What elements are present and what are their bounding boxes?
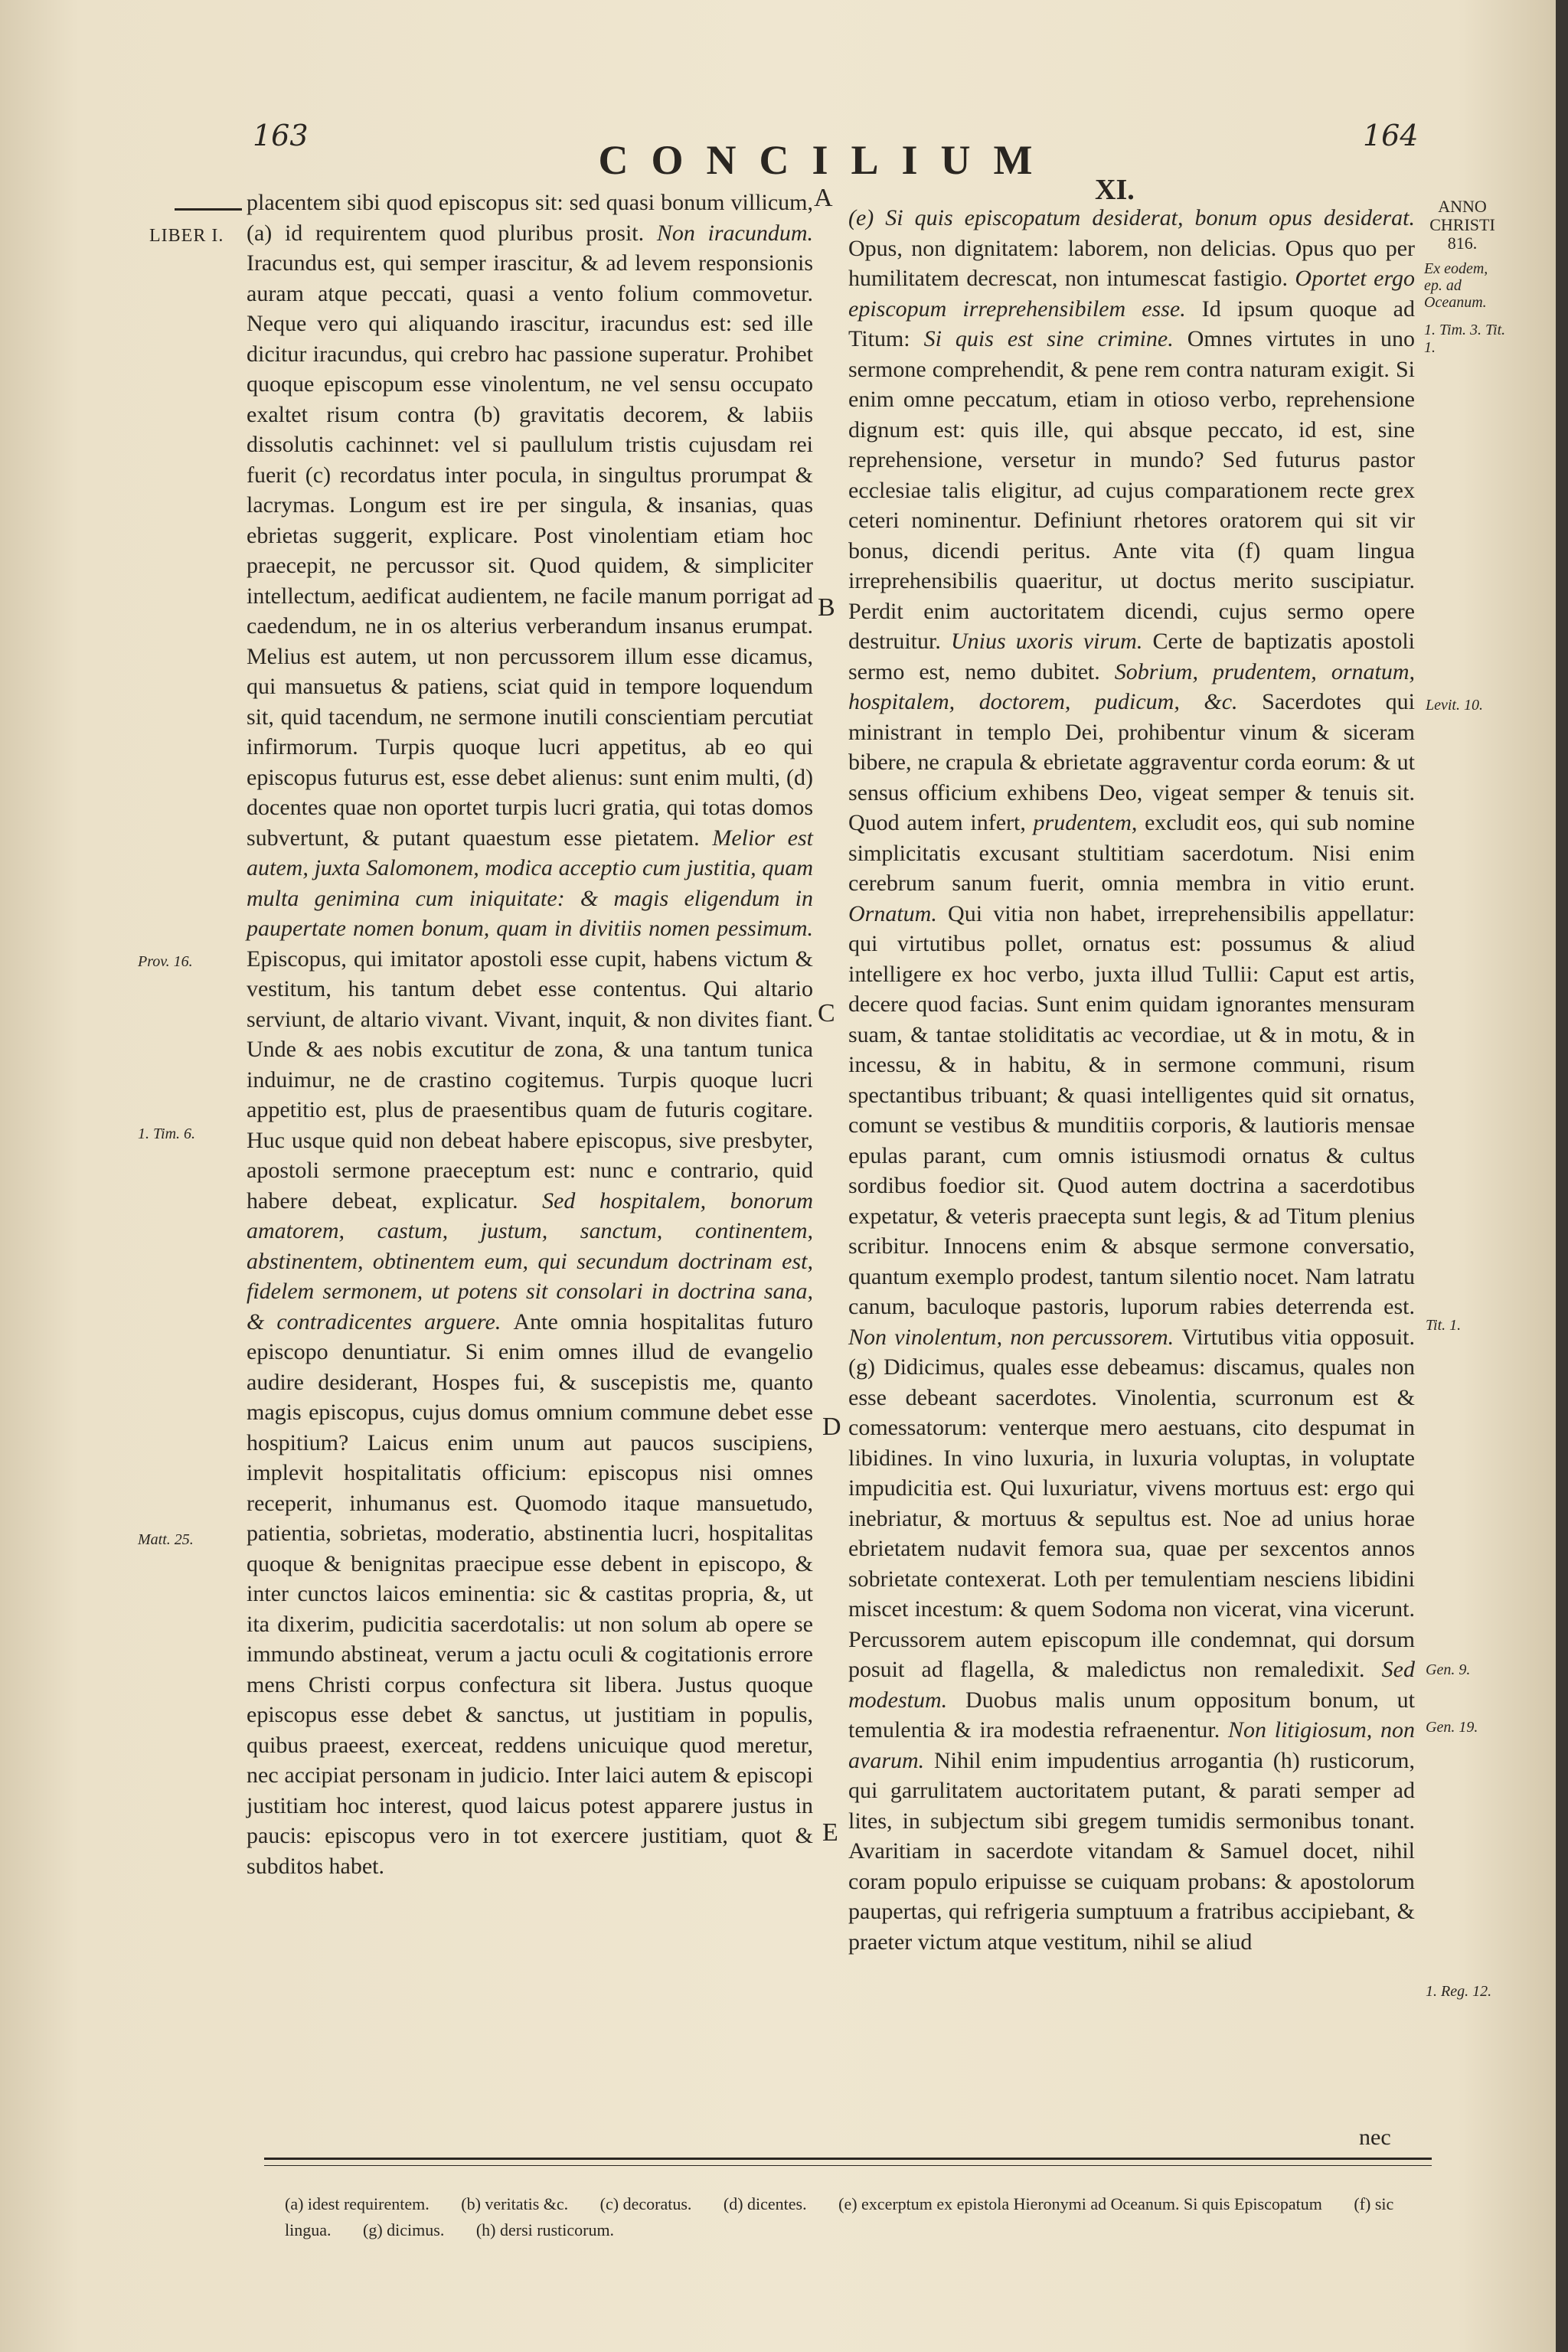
margin-source: Ex eodem, ep. ad Oceanum. [1424, 260, 1488, 311]
catchword: nec [1359, 2125, 1391, 2150]
right-text-5: Sacerdotes qui ministrant in templo Dei, prohibentur vinum & siceram bibere, ne crapula & ebrietate aggraventur corda eorum: & ut sensus officium exhibens Deo, vigeat semper & tenuis sit. Quod autem infert, [848, 689, 1415, 835]
section-marker-b: B [818, 593, 835, 622]
left-text-3: Episcopus, qui imitator apostoli esse cupit, habens victum & vestitum, his tantum debet esse contentus. [247, 946, 813, 1001]
footnotes [285, 2191, 1433, 2243]
section-marker-e: E [822, 1818, 838, 1847]
right-text-7: Qui vitia non habet, irreprehensibilis appellatur: qui virtutibus pollet, ornatus est: possumus & aliud intelligere ex hoc verbo, juxta illud Tullii: Caput est artis, decere quod facias. Sunt enim quidam ignorantes mensuram suam, & tantae stoliditatis ac vecordiae, ut & in motu, & in incessu, & in habitu, & in sermone communi, risum spectantibus tribuant; & quasi intelligentes quid sit ornatus, comunt se vestibus & munditiis corporis, & lautioris mensae epulas parant, cum omnis istiusmodi ornatus & cultus sordibus foedior sit. Quod autem doctrina a sacerdotibus expetatur, & veteris praecepta sunt legis, & ad Titum plenius scribitur. Innocens enim & absque sermone conversatio, quantum exemplo prodest, tantum silentio nocet. Nam latratu canum, baculoque pastoris, luporum rabies deterrenda est. [848, 900, 1415, 1319]
right-lemma-sobrium: Sobrium, prudentem, ornatum, hospitalem, doctorem, pudicum, &c. [848, 658, 1415, 714]
left-column [247, 188, 813, 1881]
margin-liber: LIBER I. [149, 226, 224, 246]
margin-ref-tit: Tit. 1. [1426, 1317, 1462, 1334]
right-text-10: Nihil enim impudentius arrogantia (h) rusticorum, qui garrulitatem auctoritatem putant, & parati semper ad lites, in subjectum sibi gregem tumidis sermonibus tonant. Avaritiam in sacerdote vitandam & Samuel docet, nihil coram populo eripuisse se cuiquam probans: & apostolorum paupertas, qui refrigeria sumptuum a fratribus accipiebant, & praeter victum atque vestitum, nihil se aliud [848, 1747, 1416, 1955]
left-lemma-iracundum: Non iracundum. [656, 220, 814, 246]
left-text-2: Iracundus est, qui semper irascitur, & ad levem responsionis auram atque peccati, quasi a vento folium commovetur. Neque vero qui aliquando irascitur, iracundus est: sed ille dicitur iracundus, qui crebro hac passione superatur. Prohibet quoque episcopum esse vinolentum, ne vel sensu occupato exaltet risum contra (b) gravitatis decorem, & labiis dissolutis cachinnet: vel si paullulum tristis cujusdam rei fuerit (c) recordatus inter pocula, in singultus prorumpat & lacrymas. Longum est ire per singula, & insanias, quas ebrietas suggerit, explicare. Post vinolentiam etiam hoc praecepit, ne percussor sit. Quod quidem, & simpliciter intellectum, aedificat audientem, ne facile manum porrigat ad caedendum, ne in os alterius verberandum insanus erumpat. Melius est autem, ut non percussorem illum esse dicamus, qui mansuetus & patiens, sciat quid in tempore loquendum sit, quid tacendum, ne sermone inutili conscientiam percutiat infirmorum. Turpis quoque lucri appetitus, ab eo qui episcopus futurus est, esse debet alienus: sunt enim multi, (d) docentes quae non oportet turpis lucri gratia, qui totas domos subvertunt, & putant quaestum esse pietatem. [247, 250, 813, 851]
right-text-2: Id ipsum quoque ad Titum: [848, 296, 1415, 351]
footnote-rule-top [264, 2158, 1432, 2160]
right-lemma-litigiosum: Non litigiosum, non avarum. [848, 1717, 1415, 1773]
right-text-6: excludit eos, qui sub nomine simplicitatis excusant stultitiam sacerdotum. Nisi enim cerebrum sanum fuerit, omnia membra in vitio erunt. [848, 810, 1415, 896]
margin-ref-reg: 1. Reg. 12. [1426, 1983, 1492, 2000]
right-text-8: Virtutibus vitia opposuit. (g) Didicimus, quales esse debeamus: discamus, quales non esse debeant sacerdotes. Vinolentia, scurronum est & comessatorum: venterque mero aestuans, cito despumat in libidines. In vino luxuria, in luxuria voluptas, in voluptate impudicitia est. Qui luxuriatur, vivens mortuus est: ergo qui inebriatur, & mortuus & sepultus est. Noe ad unius horae ebrietatem nudavit femora sua, quae per sexcentos annos sobrietate contexerat. Loth per temulentiam nesciens libidini miscet incestum: & quem Sodoma non vicerat, vina vicerunt. Percussorem autem episcopum ille condemnat, qui dorsum posuit ad flagella, & maledictus non remaledixit. [848, 1324, 1415, 1682]
right-lemma-modestum: Sed modestum. [848, 1657, 1415, 1713]
chapter-number: XI. [1095, 174, 1135, 206]
right-column [848, 203, 1415, 1957]
rule-liber [175, 208, 242, 211]
right-text-4: Certe de baptizatis apostoli sermo est, nemo dubitet. [848, 629, 1415, 684]
right-text-9: Duobus malis unum oppositum bonum, ut temulentia & ira modestia refraenentur. [848, 1687, 1415, 1743]
left-text-4: Qui altario serviunt, de altario vivant. Vivant, inquit, & non divites fiant. Unde & aes nobis excutitur de zona, & una tantum tunica induimur, ne de crastino cogitemus. Turpis quoque lucri appetitio est, plus de praesentibus quam de futuris cogitare. Huc usque quid non debeat habere episcopus, sive presbyter, apostoli sermone praeceptum est: nunc e contrario, quid habere debeat, explicatur. [247, 976, 813, 1214]
section-marker-d: D [822, 1413, 841, 1441]
right-lemma-crimine: Si quis est sine crimine. [923, 326, 1187, 351]
section-marker-a: A [814, 184, 833, 212]
right-text-3: Omnes virtutes in uno sermone comprehendit, & pene rem contra naturam exigit. Si enim omne peccatum, etiam in otioso verbo, reprehensione dignum est: quis ille, qui absque peccato, id est, sine reprehensione, versetur in mundo? Sed futurus pastor ecclesiae talis eligitur, ad cujus comparationem recte grex ceteri nominentur. Definiunt rhetores oratorem qui sit vir bonus, dicendi peritus. Ante vita (f) quam lingua irreprehensibilis quaeritur, ut doctus merito suscipiatur. Perdit enim auctoritatem dicendi, cujus sermo opere destruitur. [848, 326, 1415, 654]
margin-ref-levit: Levit. 10. [1426, 697, 1483, 714]
footnote-b: (b) veritatis &c. [461, 2194, 569, 2213]
page-number-left: 163 [253, 119, 309, 152]
right-lemma-prudentem: prudentem, [1033, 810, 1145, 835]
margin-anno: ANNO CHRISTI 816. [1429, 197, 1495, 253]
right-lemma-ornatum: Ornatum. [848, 900, 949, 926]
margin-ref-tim: 1. Tim. 6. [138, 1125, 196, 1142]
right-lemma-vinolentum: Non vinolentum, non percussorem. [848, 1324, 1182, 1350]
right-lemma-episcopatum: (e) Si quis episcopatum desiderat, bonum opus desiderat. [848, 205, 1415, 230]
margin-ref-tim-tit: 1. Tim. 3. Tit. 1. [1424, 322, 1506, 356]
footnote-e: (e) excerptum ex epistola Hieronymi ad Oceanum. Si quis Episcopatum [838, 2194, 1322, 2213]
left-text-5: Ante omnia hospitalitas futuro episcopo denuntiatur. Si enim omnes illud de evangelio audire desiderant, Hospes fui, & suscepistis me, quanto magis episcopus, cujus domus omnium commune debet esse hospitium? Laicus enim unum aut paucos suscipiens, implevit hospitalitatis officium: episcopus nisi omnes receperit, inhumanus est. Quomodo itaque mansuetudo, patientia, sobrietas, moderatio, abstinentia lucri, hospitalitas quoque & benignitas praecipue esse debent in episcopo, & inter cunctos laicos eminentia: sic & castitas propria, &, ut ita dixerim, pudicitia sacerdotalis: ut non solum ab opere se immundo abstineat, verum a jactu oculi & cogitationis errore mens Christi corpus confectura sit libera. Justus quoque episcopus esse debet & sanctus, ut justitiam in populis, quibus praeest, exerceat, reddens unicuique quod meretur, nec accipiat personam in judicio. Inter laici autem & episcopi justitiam hoc interest, quod laicus potest apparere justus in paucis: episcopus vero in tot exercere justitiam, quot & subditos habet. [247, 1308, 813, 1879]
right-lemma-irreprehensibilem: Oportet ergo episcopum irreprehensibilem esse. [848, 266, 1416, 322]
footnote-f: (f) sic lingua. [285, 2194, 1394, 2239]
page-number-right: 164 [1363, 119, 1419, 152]
footnote-d: (d) dicentes. [723, 2194, 807, 2213]
page-edge [1556, 0, 1568, 2352]
footnote-rule-thin [264, 2165, 1432, 2166]
footnote-a: (a) idest requirentem. [285, 2194, 430, 2213]
left-lemma-hospitalem: Sed hospitalem, bonorum amatorem, castum, justum, sanctum, continentem, abstinentem, obtinentem eum, qui secundum doctrinam est, fidelem sermonem, ut potens sit consolari in doctrina sana, & contradicentes arguere. [247, 1187, 813, 1334]
margin-ref-gen19: Gen. 19. [1426, 1719, 1478, 1736]
margin-ref-prov: Prov. 16. [138, 953, 193, 970]
footnote-g: (g) dicimus. [363, 2220, 445, 2239]
right-text-1: Opus, non dignitatem: laborem, non delicias. Opus quo per humilitatem decrescat, non intumescat fastigio. [848, 235, 1415, 291]
margin-ref-matt: Matt. 25. [138, 1531, 194, 1548]
footnote-h: (h) dersi rusticorum. [475, 2220, 615, 2239]
running-head: CONCILIUM [598, 137, 1056, 183]
left-quote-salomon: Melior est autem, juxta Salomonem, modica acceptio cum justitia, quam multa genimina cum iniquitate: & magis eligendum in paupertate nomen bonum, quam in divitiis nomen pessimum. [247, 825, 813, 941]
footnote-c: (c) decoratus. [599, 2194, 692, 2213]
left-text-1: placentem sibi quod episcopus sit: sed quasi bonum villicum, (a) id requirentem quod pluribus prosit. [247, 190, 813, 246]
section-marker-c: C [818, 999, 835, 1027]
right-lemma-uxoris: Unius uxoris virum. [950, 629, 1153, 654]
margin-ref-gen9: Gen. 9. [1426, 1661, 1471, 1678]
